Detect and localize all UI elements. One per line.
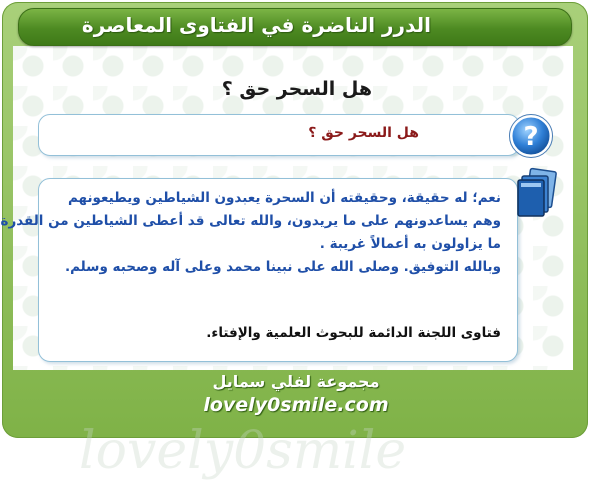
books-icon [514,166,560,218]
answer-line: نعم؛ له حقيقة، وحقيقته أن السحرة يعبدون الشياطين ويطيعونهم [67,190,501,206]
title-banner [18,8,572,46]
question-box [38,114,520,156]
answer-line: ما يزاولون به أعمالاً غريبة . [319,236,501,252]
fatwa-source: فتاوى اللجنة الدائمة للبحوث العلمية والإفتاء. [206,325,501,341]
question-text: هل السحر حق ؟ [308,125,419,141]
question-mark-icon [508,113,554,159]
svg-text:?: ? [523,122,539,152]
footer-group-name: مجموعة لفلي سمايل [212,372,380,391]
answer-line: وهم يساعدونهم على ما يريدون، والله تعالى قد أعطى الشياطين من القدرة [0,213,501,229]
answer-line: وبالله التوفيق. وصلى الله على نبينا محمد وعلى آله وصحبه وسلم. [64,259,501,275]
footer-site-link[interactable]: lovely0smile.com [203,394,389,416]
watermark-text: lovely0smile [79,421,407,481]
page-title: الدرر الناضرة في الفتاوى المعاصرة [81,13,431,37]
answer-text [0,187,501,279]
fatwa-heading: هل السحر حق ؟ [221,78,372,100]
